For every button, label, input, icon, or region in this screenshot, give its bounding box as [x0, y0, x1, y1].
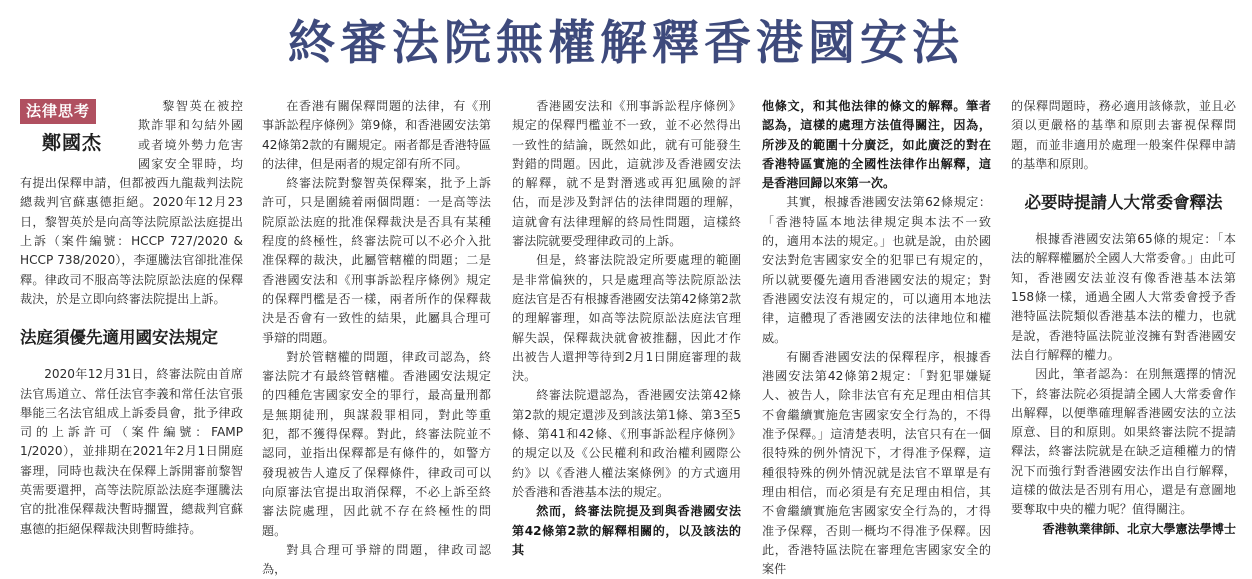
- article-column-2: [262, 97, 491, 579]
- bold-text: 他條文，和其他法律的條文的解釋。筆者認為，這樣的處理方法值得關注，因為，所涉及的範圍十分廣泛，如此廣泛的對在香港特區實施的全國性法律作出解釋，這是香港回歸以來第一次。: [762, 99, 991, 191]
- article-column-4: [762, 97, 991, 579]
- paragraph: 終審法院還認為，香港國安法第42條第2款的規定還涉及到該法第1條、第3至5條、第41和42條、《刑事訴訟程序條例》的規定以及《公民權利和政治權利國際公約》以《香港人權法案條例》的方式適用於香港和香港基本法的規定。: [512, 388, 741, 499]
- paragraph: 因此，筆者認為：在別無選擇的情況下，終審法院必須提請全國人大常委會作出解釋，以便準確理解香港國安法的立法原意、目的和原則。如果終審法院不提請釋法，終審法院就是在缺乏這種權力的情況下而強行對香港國安法作出自行解釋，這樣的做法是否別有用心，還是有意圖地要奪取中央的權力呢？值得關注。: [1011, 367, 1236, 517]
- paragraph: 2020年12月31日，終審法院由首席法官馬道立、常任法官李義和常任法官張舉能三名法官組成上訴委員會，批予律政司的上訴許可（案件編號：FAMP 1/2020），並排期在2021年2月1日開庭審理，同時也裁決在保釋上訴開審前黎智英需要還押，高等法院原訟法庭李運騰法官的批准保釋裁決暫時擱置，總裁判官蘇惠德的拒絕保釋裁決則暫時維持。: [20, 367, 243, 536]
- article-column-3: [512, 97, 741, 560]
- byline-block: [20, 99, 128, 167]
- signature-text: 香港執業律師、北京大學憲法學博士: [1042, 521, 1236, 536]
- paragraph-bold: [512, 502, 741, 560]
- paragraph: 終審法院對黎智英保釋案，批予上訴許可，只是圍繞着兩個問題：一是高等法院原訟法庭的批准保釋裁決是否具有某種程度的終極性，終審法院可以不必介入批准保釋的裁決，此屬管轄權的問題；二是香港國安法和《刑事訴訟程序條例》規定的保釋門檻是否一樣，兩者所作的保釋裁決是否會有一致性的結果，此屬具合理可爭辯的問題。: [262, 176, 491, 345]
- paragraph: 對具合理可爭辯的問題，律政司認為，: [262, 542, 491, 577]
- paragraph: 其實，根據香港國安法第62條規定：「香港特區本地法律規定與本法不一致的，適用本法的規定。」也就是說，由於國安法對危害國家安全的犯罪已有規定的，所以就要優先適用香港國安法的規定；對香港國安法沒有規定的，可以適用本地法律，這體現了香港國安法的法律地位和權威。: [762, 195, 991, 345]
- author-name: 鄭國杰: [42, 132, 103, 154]
- paragraph: 香港國安法和《刑事訴訟程序條例》規定的保釋門檻並不一致，並不必然得出一致性的結論，既然如此，就有可能發生對錯的問題。因此，這就涉及香港國安法的解釋，就不是對潛逃或再犯風險的評估，而是涉及對評估的法律問題的理解，這就會有法律理解的終局性問題，這樣終審法院就要受理律政司的上訴。: [512, 99, 741, 249]
- paragraph: 有關香港國安法的保釋程序，根據香港國安法第42條第2規定：「對犯罪嫌疑人、被告人，除非法官有充足理由相信其不會繼續實施危害國家安全行為的，不得准予保釋。」這清楚表明，法官只有在一個很特殊的例外情況下，才得准予保釋，這種很特殊的例外情況就是法官不單單是有理由相信，而必須是有充足理由相信，其不會繼續實施危害國家安全行為的，才得准予保釋，否則一概均不得准予保釋。因此，香港特區法院在審理危害國家安全的案件: [762, 349, 991, 577]
- section-heading: 法庭須優先適用國安法規定: [20, 328, 218, 348]
- article-column-1: [20, 97, 243, 539]
- section-heading: 必要時提請人大常委會釋法: [1024, 193, 1223, 213]
- article-headline: 終審法院無權解釋香港國安法: [288, 16, 964, 71]
- column-tag-badge: 法律思考: [20, 99, 96, 124]
- paragraph: 在香港有關保釋問題的法律，有《刑事訴訟程序條例》第9條，和香港國安法第42條第2款的有關規定。兩者都是香港特區的法律，但是兩者的規定卻有所不同。: [262, 99, 491, 171]
- article-column-5: [1011, 97, 1236, 539]
- paragraph: 的保釋問題時，務必適用該條款，並且必須以更嚴格的基準和原則去審視保釋問題，而並非適用於處理一般案件保釋申請的基準和原則。: [1011, 99, 1236, 171]
- paragraph: 黎智英在被控欺詐罪和勾結外國或者境外勢力危害國家安全罪時，均有提出保釋申請，但都被西九龍裁判法院總裁判官蘇惠德拒絕。2020年12月23日，黎智英於是向高等法院原訟法庭提出上訴（案件編號：HCCP 727/2020 & HCCP 738/2020），李運騰法官卻批准保釋。律政司不服高等法院原訟法庭的保釋裁決，於是立即向終審法院提出上訴。: [20, 99, 243, 306]
- paragraph: 但是，終審法院設定所要處理的範圍是非常偏狹的，只是處理高等法院原訟法庭法官是否有根據香港國安法第42條第2款的理解審理，如高等法院原訟法庭法官理解失誤，保釋裁決就會被推翻，因此才作出被告人還押等待到2月1日開庭審理的裁決。: [512, 253, 741, 384]
- author-signature: [1011, 520, 1236, 539]
- paragraph: 對於管轄權的問題，律政司認為，終審法院才有最終管轄權。香港國安法規定的四種危害國家安全的罪行，最高量刑都是無期徒刑，與謀殺罪相同，對此等重犯，都不獲得保釋。對此，終審法院並不認同，並指出保釋都是有條件的，如警方發現被告人違反了保釋條件，律政司可以向原審法官提出取消保釋，不必上訴至終審法院處理，因此就不存在終極性的問題。: [262, 349, 491, 538]
- bold-text: 然而，終審法院提及到與香港國安法第42條第2款的解釋相關的，以及該法的其: [512, 504, 741, 557]
- paragraph: 根據香港國安法第65條的規定：「本法的解釋權屬於全國人大常委會。」由此可知，香港國安法並沒有像香港基本法第158條一樣，通過全國人大常委會授予香港特區法院類似香港基本法的權力，也就是說，香港特區法院並沒擁有對香港國安法自行解釋的權力。: [1011, 232, 1236, 362]
- paragraph-bold: [762, 97, 991, 193]
